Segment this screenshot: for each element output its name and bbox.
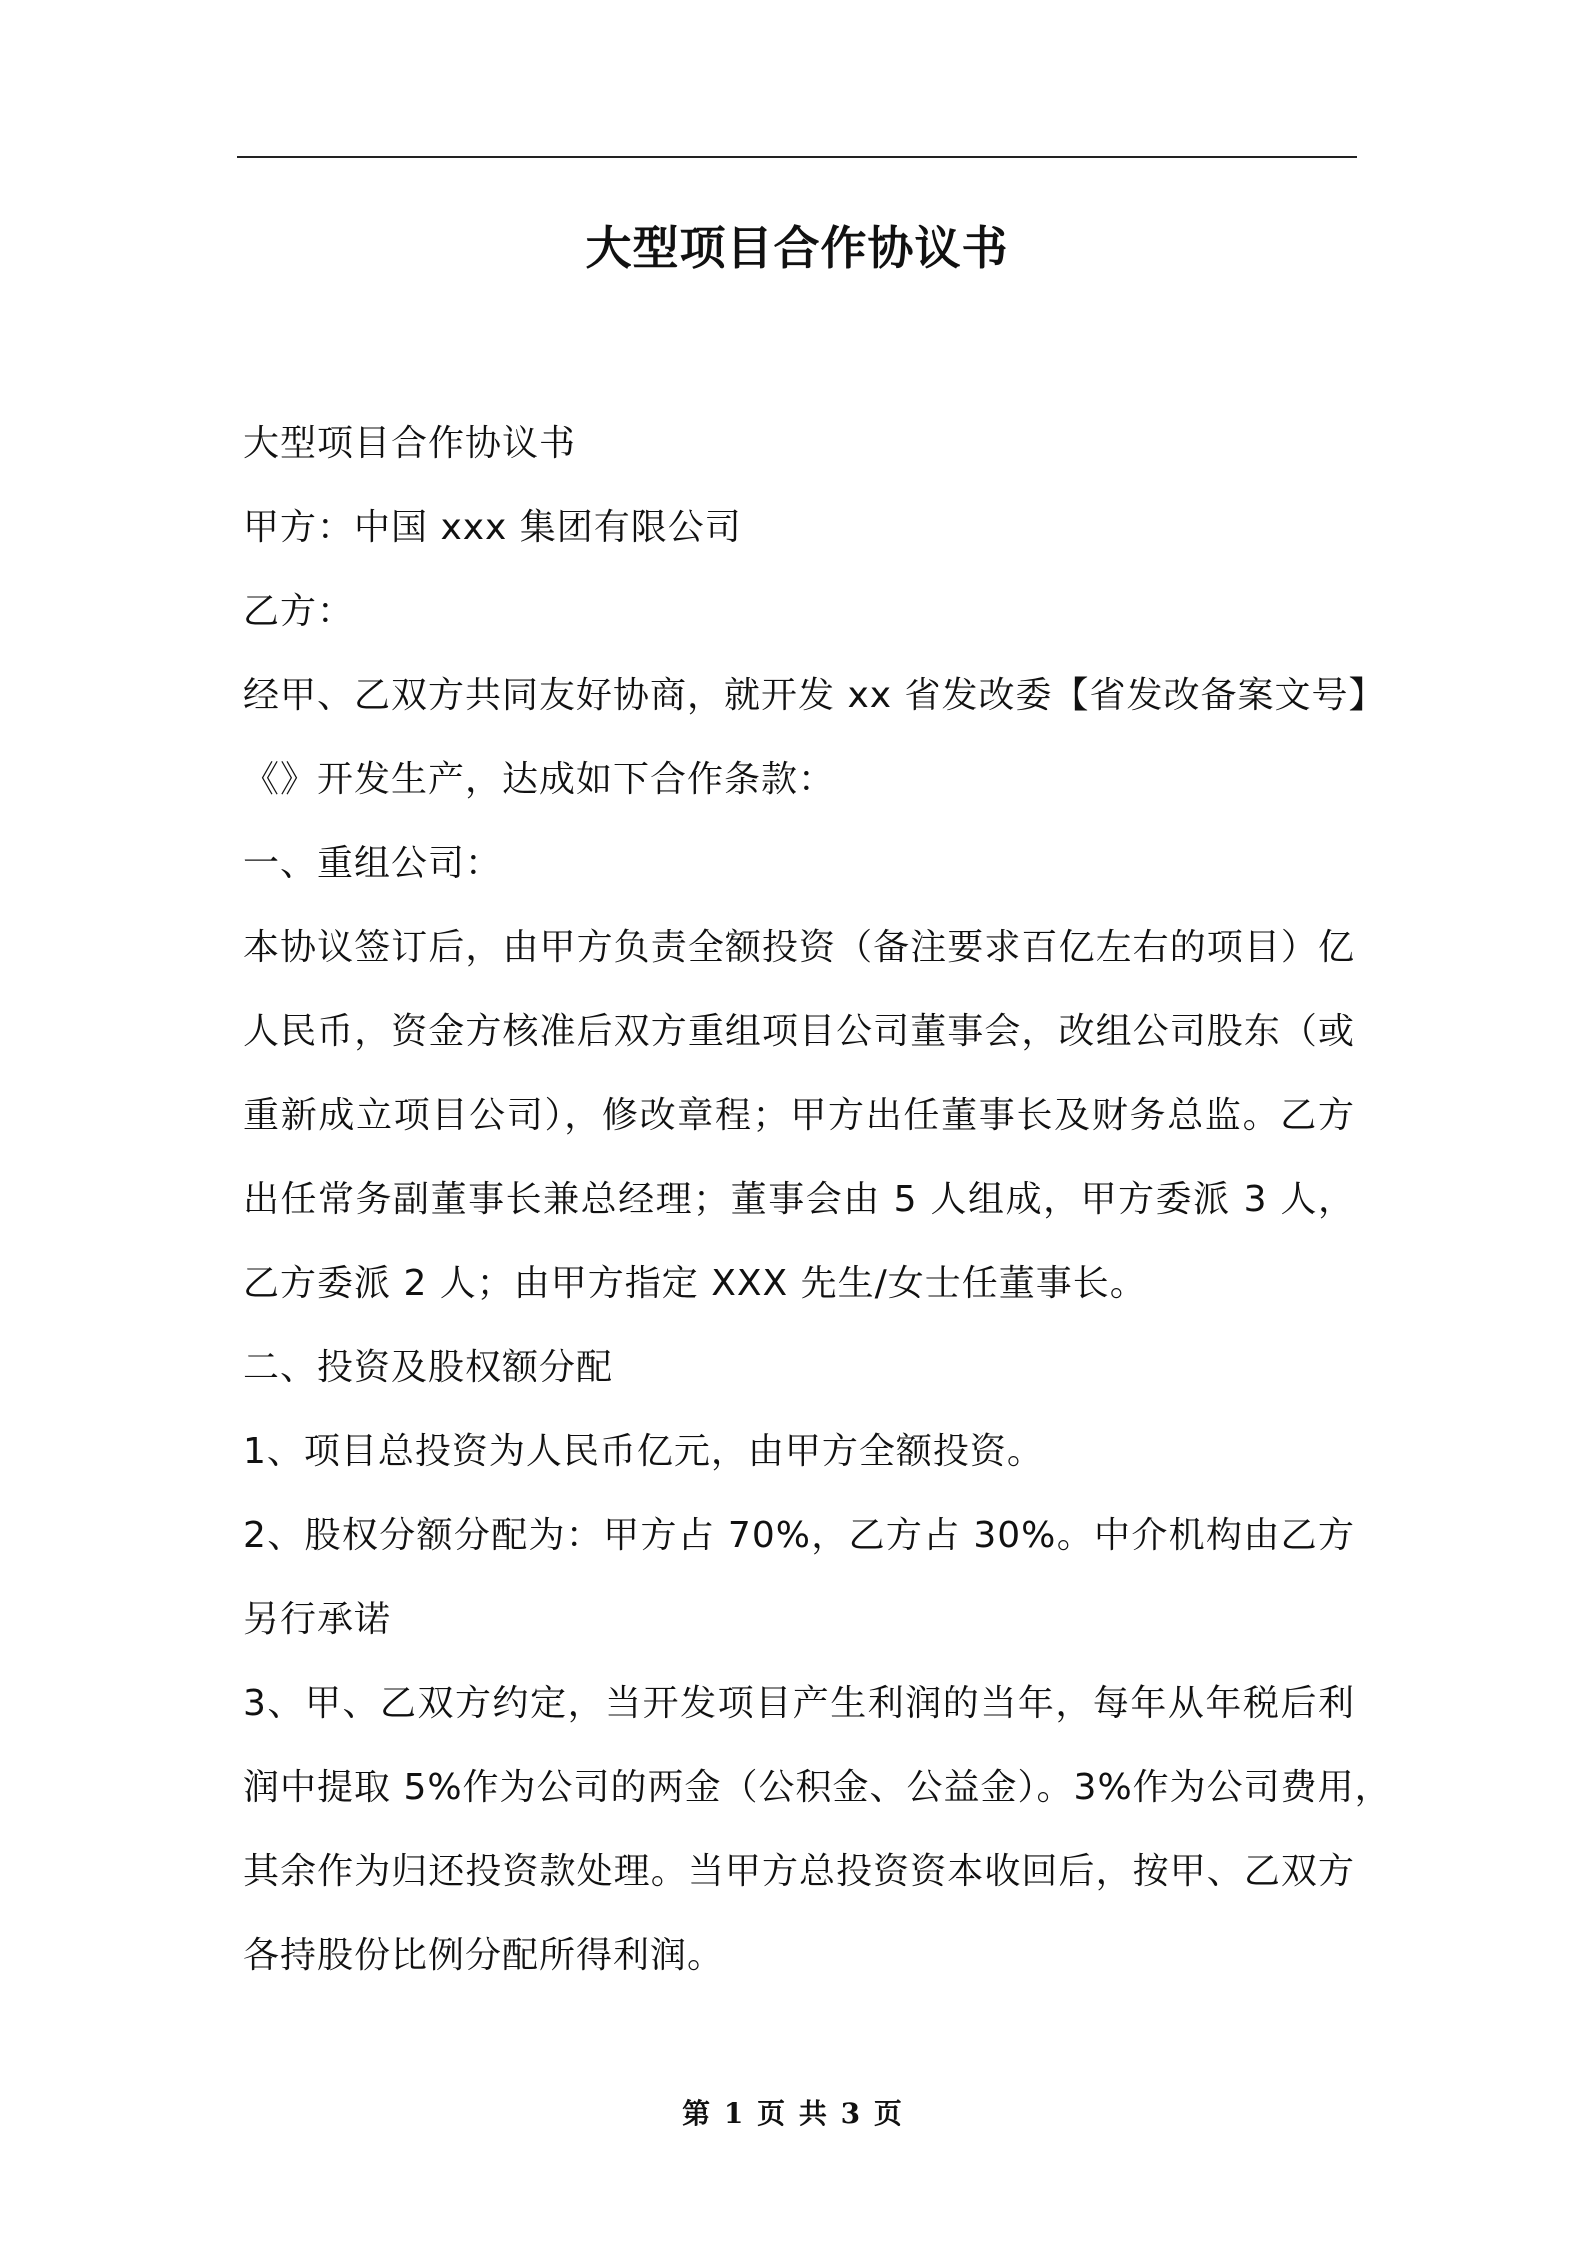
body-line: 2、股权分额分配为：甲方占 70%，乙方占 30%。中介机构由乙方 bbox=[243, 1515, 1355, 1556]
body-line: 重新成立项目公司），修改章程；甲方出任董事长及财务总监。乙方 bbox=[243, 1095, 1355, 1136]
body-line-party-a: 甲方：中国 xxx 集团有限公司 bbox=[243, 507, 742, 548]
body-line: 出任常务副董事长兼总经理；董事会由 5 人组成，甲方委派 3 人， bbox=[243, 1179, 1355, 1220]
body-line: 润中提取 5%作为公司的两金（公积金、公益金）。3%作为公司费用， bbox=[243, 1767, 1392, 1808]
section-heading: 二、投资及股权额分配 bbox=[243, 1347, 614, 1388]
document-title: 大型项目合作协议书 bbox=[585, 221, 1009, 275]
page-number-footer: 第 1 页 共 3 页 bbox=[682, 2097, 904, 2130]
body-line-heading: 大型项目合作协议书 bbox=[243, 423, 577, 464]
body-line: 各持股份比例分配所得利润。 bbox=[243, 1935, 725, 1976]
body-line: 人民币，资金方核准后双方重组项目公司董事会，改组公司股东（或 bbox=[243, 1011, 1355, 1052]
header-rule bbox=[237, 156, 1357, 158]
body-line: 乙方委派 2 人；由甲方指定 XXX 先生/女士任董事长。 bbox=[243, 1263, 1147, 1304]
body-line: 1、项目总投资为人民币亿元，由甲方全额投资。 bbox=[243, 1431, 1044, 1472]
section-heading: 一、重组公司： bbox=[243, 843, 503, 884]
body-line: 3、甲、乙双方约定，当开发项目产生利润的当年，每年从年税后利 bbox=[243, 1683, 1355, 1724]
body-line-party-b: 乙方： bbox=[243, 591, 355, 632]
body-line: 其余作为归还投资款处理。当甲方总投资资本收回后，按甲、乙双方 bbox=[243, 1851, 1355, 1892]
body-line: 《》开发生产，达成如下合作条款： bbox=[243, 759, 836, 800]
body-line: 另行承诺 bbox=[243, 1599, 392, 1640]
body-line: 本协议签订后，由甲方负责全额投资（备注要求百亿左右的项目）亿 bbox=[243, 927, 1355, 968]
body-line: 经甲、乙双方共同友好协商，就开发 xx 省发改委【省发改备案文号】 bbox=[243, 675, 1386, 716]
document-body bbox=[243, 402, 1392, 1998]
